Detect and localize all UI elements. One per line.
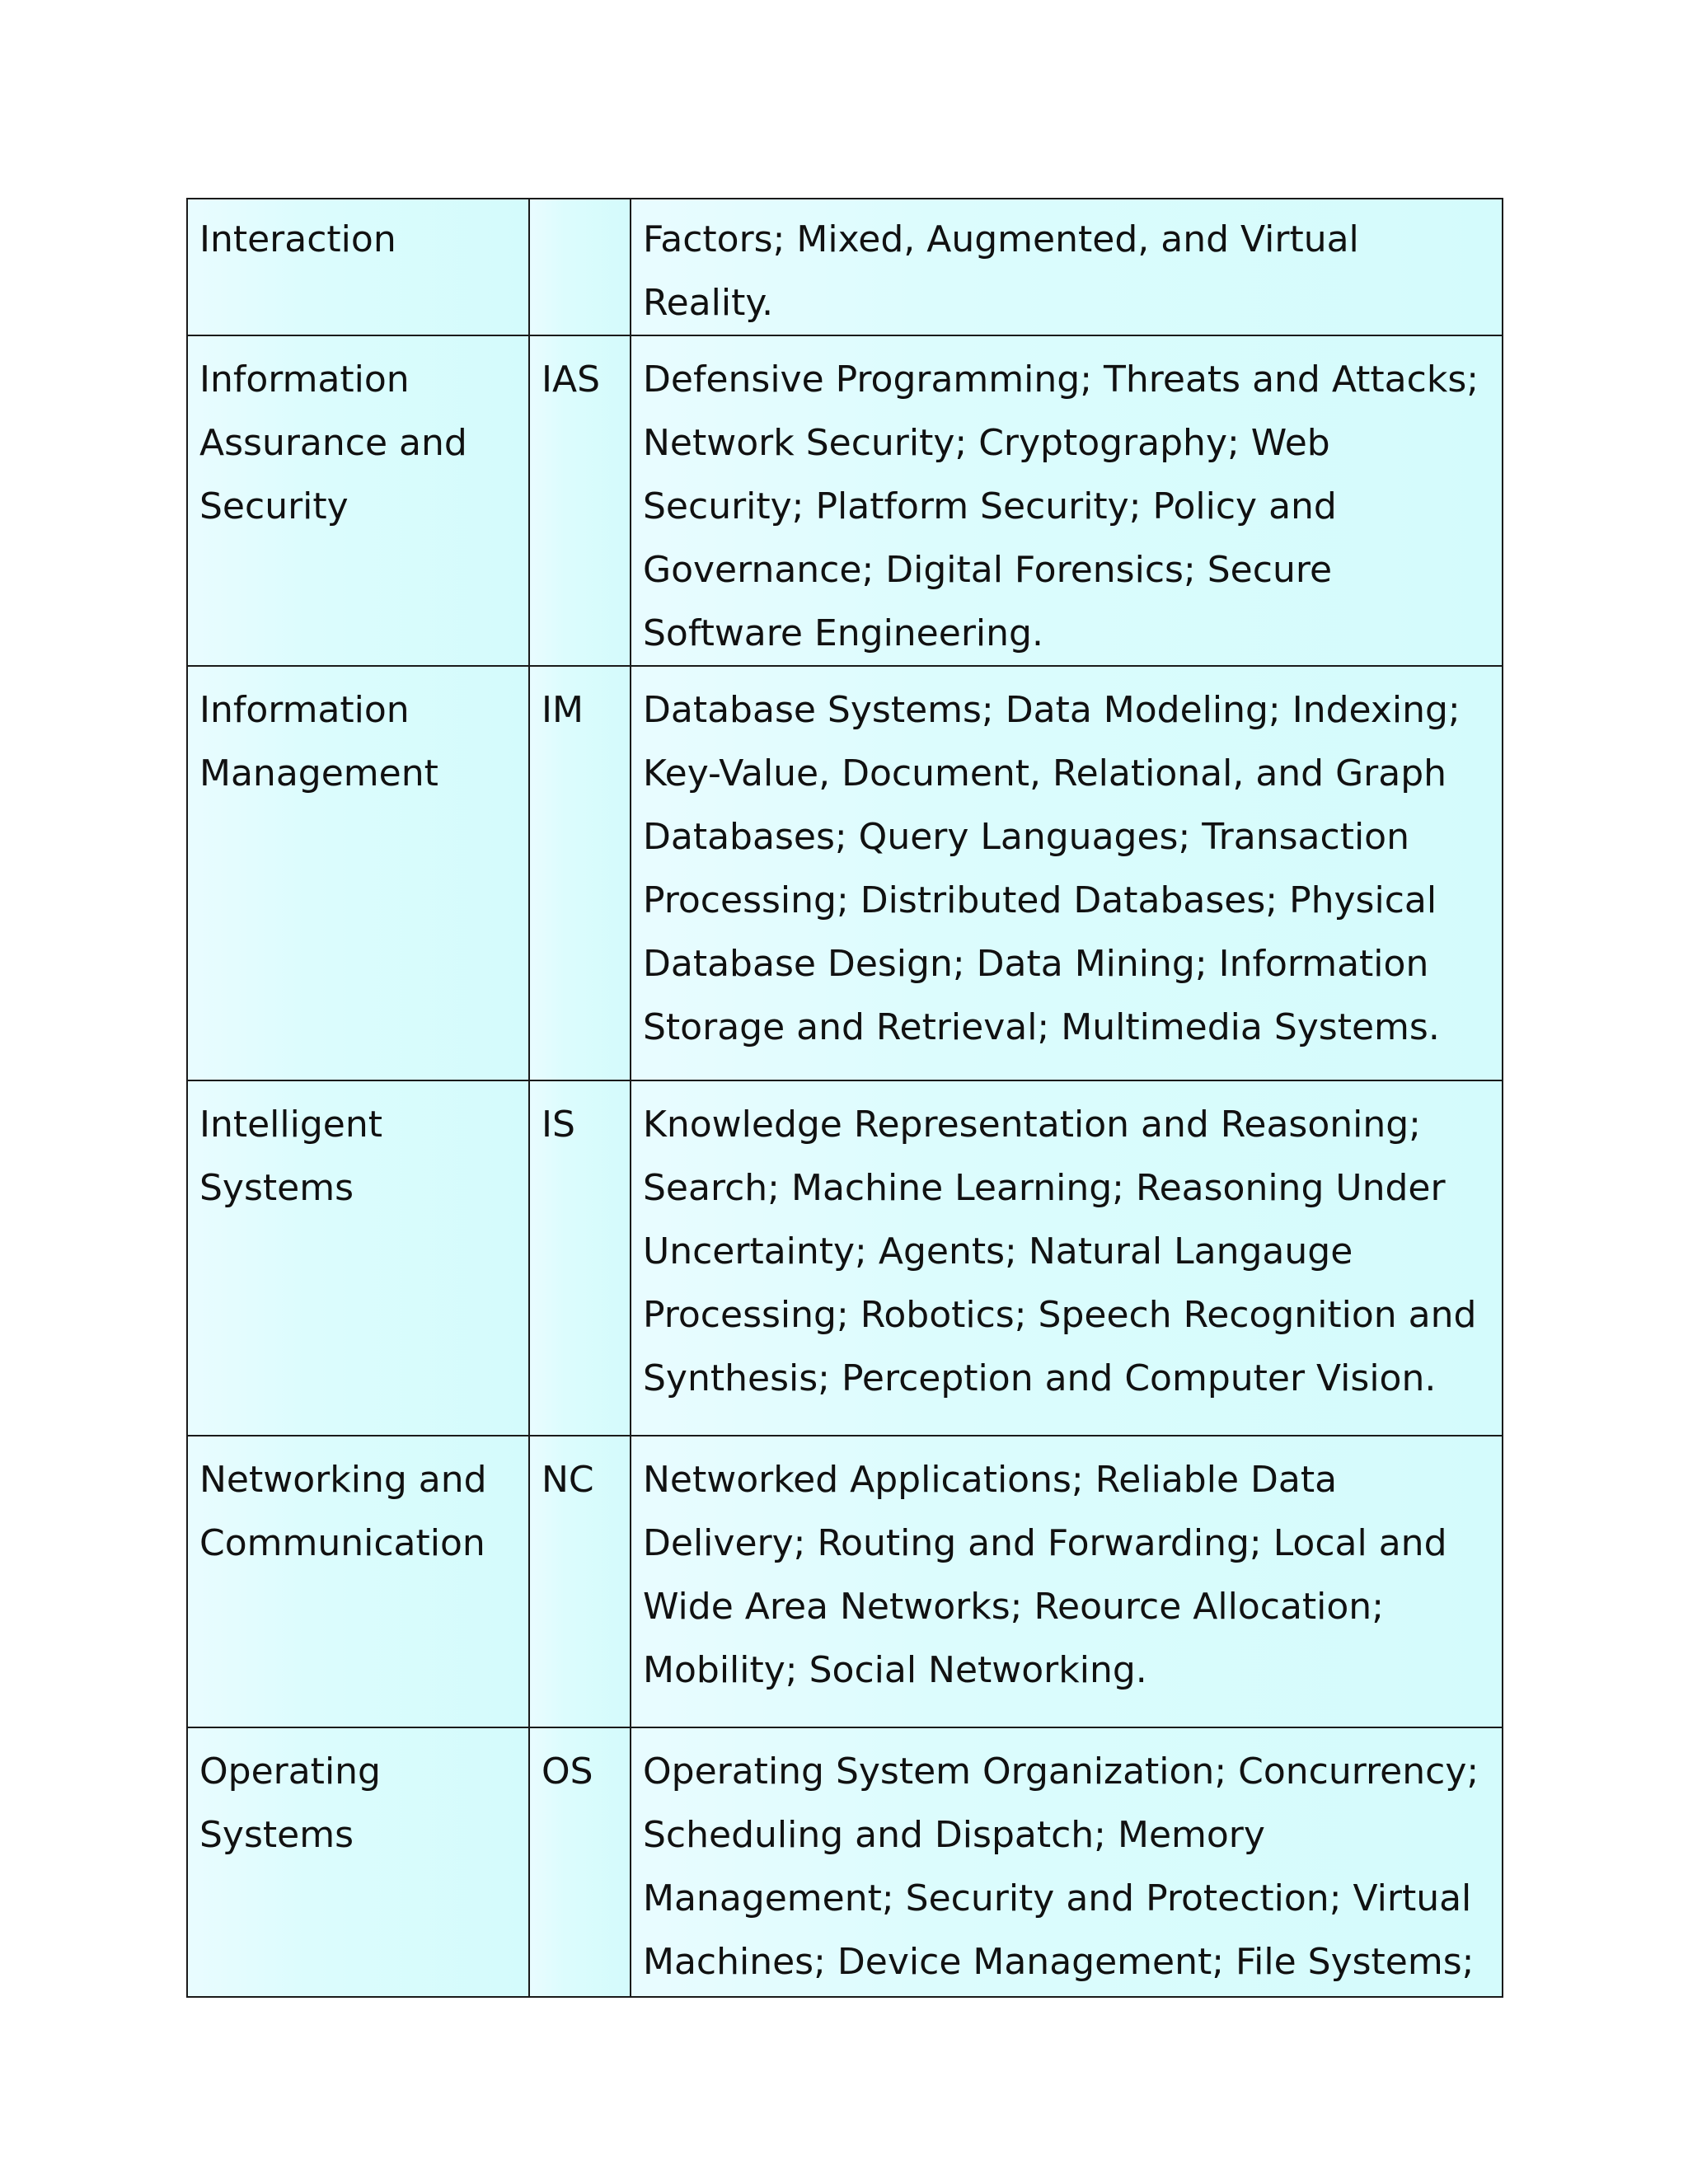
code-cell [529,335,631,666]
topics-cell [631,1436,1503,1727]
area-name: Networking and Communication [199,1459,487,1564]
area-cell [187,199,529,335]
topics-cell [631,1727,1503,1997]
topics-cell [631,335,1503,666]
topics-cell [631,666,1503,1080]
area-code: IS [542,1104,575,1146]
table-row [187,666,1503,1080]
area-code: OS [542,1750,593,1793]
area-cell [187,1436,529,1727]
area-topics: Operating System Organization; Concurrency; Scheduling and Dispatch; Memory Management; Security and Protection; Virtual Machines; Device Management; File Systems; [643,1750,1479,1983]
area-code: IM [542,689,584,731]
topics-cell [631,1080,1503,1436]
table-row [187,335,1503,666]
topics-cell [631,199,1503,335]
area-name: Information Assurance and Security [199,359,467,527]
table-row [187,1080,1503,1436]
area-topics: Defensive Programming; Threats and Attacks; Network Security; Cryptography; Web Security; Platform Security; Policy and Governance; Digital Forensics; Secure Software Engineering. [643,359,1479,654]
table-row [187,1727,1503,1997]
area-topics: Knowledge Representation and Reasoning; Search; Machine Learning; Reasoning Under Uncertainty; Agents; Natural Langauge Processing; Robotics; Speech Recognition and Synthesis; Perception and Computer Vision. [643,1104,1477,1399]
area-name: Intelligent Systems [199,1104,382,1209]
knowledge-areas-table [186,198,1503,1998]
code-cell [529,1080,631,1436]
area-topics: Database Systems; Data Modeling; Indexing; Key-Value, Document, Relational, and Graph Databases; Query Languages; Transaction Processing; Distributed Databases; Physical Database Design; Data Mining; Information Storage and Retrieval; Multimedia Systems. [643,689,1461,1048]
table-row [187,199,1503,335]
code-cell [529,199,631,335]
area-cell [187,666,529,1080]
area-cell [187,1080,529,1436]
area-name: Information Management [199,689,438,794]
area-topics: Networked Applications; Reliable Data Delivery; Routing and Forwarding; Local and Wide Area Networks; Reource Allocation; Mobility; Social Networking. [643,1459,1447,1691]
area-cell [187,1727,529,1997]
table-row [187,1436,1503,1727]
area-code: NC [542,1459,594,1501]
area-name: Interaction [199,218,396,260]
code-cell [529,1436,631,1727]
area-name: Operating Systems [199,1750,381,1856]
area-cell [187,335,529,666]
area-code: IAS [542,359,601,401]
area-topics: Factors; Mixed, Augmented, and Virtual Reality. [643,218,1359,324]
code-cell [529,666,631,1080]
code-cell [529,1727,631,1997]
